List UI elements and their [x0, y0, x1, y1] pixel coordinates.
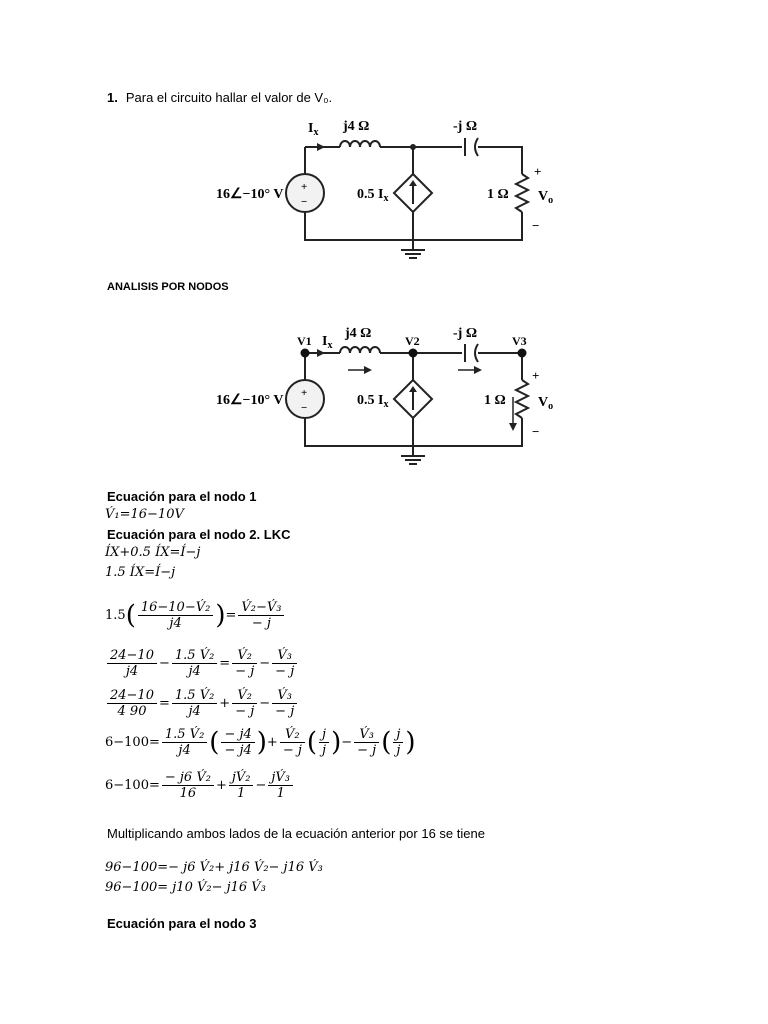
- problem-number: 1.: [107, 90, 118, 105]
- source-plus: +: [301, 181, 308, 193]
- current-label: $I_x$: [308, 121, 319, 138]
- node-label-v1: V1: [297, 334, 312, 348]
- output-plus: +: [534, 164, 542, 179]
- equation-step-4: 6−100= $\frac{\text{1.5 V́₂}}{j4}$ ( $\frac{- j4}{- j4}$ )+ $\frac{\text{V́₂}}{- j}$ ( $\frac{j}{j}$ )− $\frac{\text{V́₃}}{- j}$ ( $\frac{j}{j}$ ): [105, 727, 416, 758]
- output-minus: −: [532, 424, 540, 439]
- resistor-label: 1 Ω: [484, 393, 506, 408]
- equation-step-3: $\frac{24-10}{4 90}$ = $\frac{\text{1.5 V́₂}}{j4}$ + $\frac{\text{V́₂}}{- j}$ − $\frac{\text{V́₃}}{- j}$: [105, 688, 299, 719]
- heading-node-2: Ecuación para el nodo 2. LKC: [107, 527, 291, 542]
- output-label: $V_o$: [538, 395, 554, 412]
- output-minus: −: [532, 218, 540, 233]
- inductor-label: j4 Ω: [343, 119, 370, 134]
- dependent-source-label: 0.5 $I_x$: [357, 393, 389, 410]
- output-plus: +: [532, 368, 540, 383]
- source-plus: +: [301, 387, 308, 399]
- source-minus: −: [301, 196, 308, 208]
- node-label-v3: V3: [512, 334, 527, 348]
- equation-step-6: 96−100=− j6 V́₂+ j16 V́₂− j16 V́₃: [105, 860, 323, 875]
- equation-node-1: V́₁=16−10V: [105, 507, 184, 522]
- circuit-diagram: [200, 112, 580, 262]
- problem-statement: [107, 90, 332, 105]
- equation-kcl: ÍX+0.5 ÍX=Í−j: [105, 545, 201, 560]
- body-text: Multiplicando ambos lados de la ecuación anterior por 16 se tiene: [107, 826, 485, 841]
- equation-step-7: 96−100= j10 V́₂− j16 V́₃: [105, 880, 266, 895]
- section-title: ANALISIS POR NODOS: [107, 281, 229, 293]
- capacitor-label: -j Ω: [453, 119, 478, 134]
- capacitor-label: -j Ω: [453, 326, 478, 341]
- source-label: 16∠−10° V: [216, 393, 284, 408]
- inductor-label: j4 Ω: [345, 326, 372, 341]
- dependent-source-label: 0.5 $I_x$: [357, 187, 389, 204]
- problem-text: Para el circuito hallar el valor de V₀.: [125, 90, 333, 105]
- output-label: $V_o$: [538, 189, 554, 206]
- equation-kcl-simplified: 1.5 ÍX=Í−j: [105, 565, 176, 580]
- node-label-v2: V2: [405, 334, 420, 348]
- equation-step-1: 1.5( $\frac{\text{16−10−V́₂}}{j4}$ )= $\frac{\text{V́₂−V́₃}}{- j}$: [105, 600, 286, 631]
- heading-node-3: Ecuación para el nodo 3: [107, 916, 257, 931]
- source-label: 16∠−10° V: [216, 187, 284, 202]
- equation-step-2: $\frac{24-10}{j4}$ − $\frac{\text{1.5 V́₂}}{j4}$ = $\frac{\text{V́₂}}{- j}$ − $\frac{\text{V́₃}}{- j}$: [105, 648, 299, 679]
- heading-node-1: Ecuación para el nodo 1: [107, 489, 257, 504]
- resistor-label: 1 Ω: [487, 187, 509, 202]
- circuit-diagram-nodes: [200, 325, 580, 475]
- equation-step-5: 6−100= $\frac{\text{− j6 V́₂}}{16}$ + $\frac{\text{jV́₂}}{1}$ − $\frac{\text{jV́₃}}{1}$: [105, 770, 295, 801]
- source-minus: −: [301, 402, 308, 414]
- current-label: $I_x$: [322, 334, 333, 351]
